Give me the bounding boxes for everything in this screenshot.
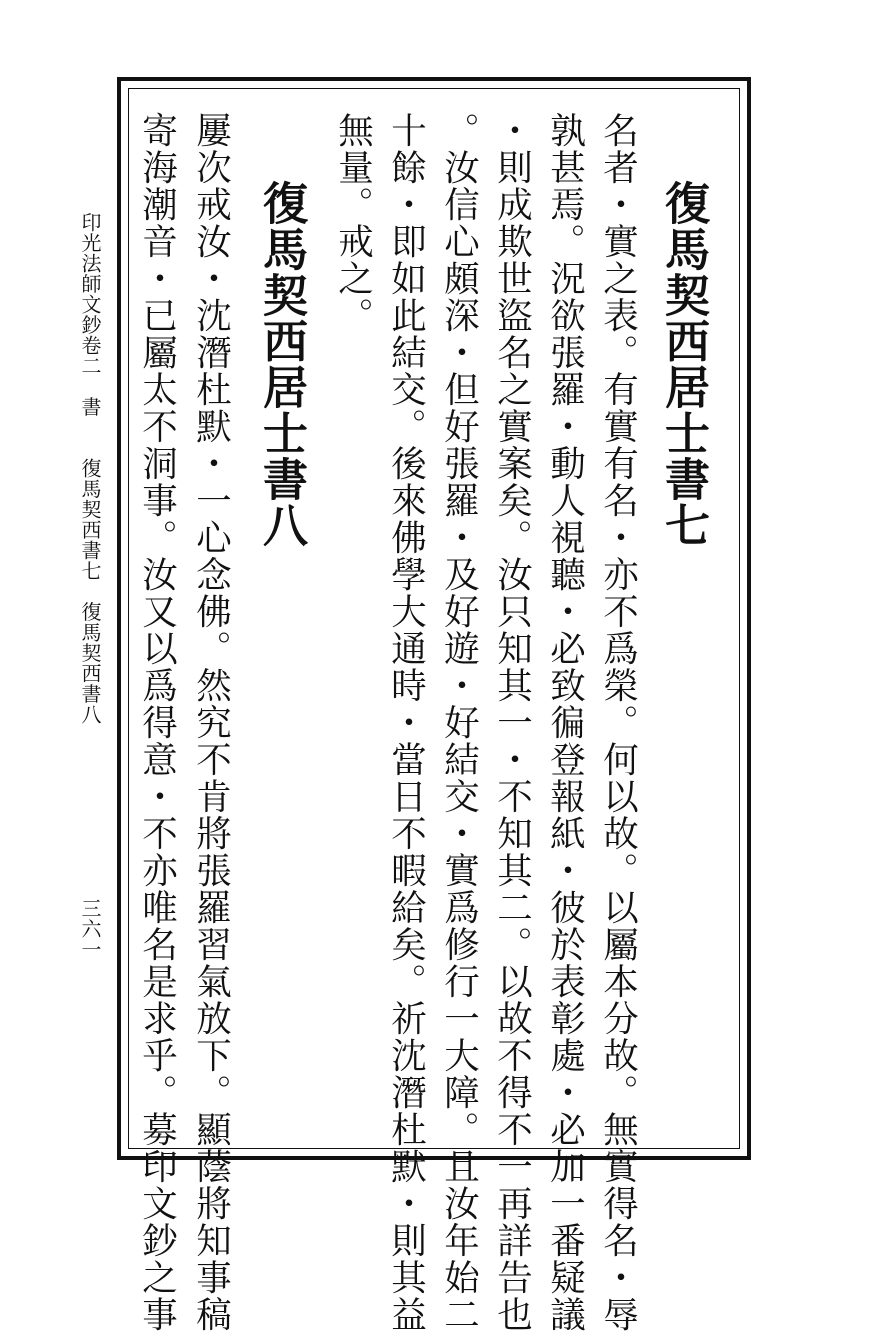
letter7-line-3: ・則成欺世盜名之實案矣。汝只知其一・不知其二。以故不得不一再詳告也 <box>491 112 533 1333</box>
letter8-line-2: 寄海潮音・已屬太不洞事。汝又以爲得意・不亦唯名是求乎。募印文鈔之事 <box>136 112 178 1333</box>
letter7-line-1: 名者・實之表。有實有名・亦不爲榮。何以故。以屬本分故。無實得名・辱 <box>597 112 639 1333</box>
letter7-line-5: 十餘・即如此結交。後來佛學大通時・當日不暇給矣。祈沈潛杜默・則其益 <box>385 112 427 1333</box>
letter7-line-2: 孰甚焉。況欲張羅・動人視聽・必致徧登報紙・彼於表彰處・必加一番疑議 <box>544 112 586 1333</box>
letter7-line-6: 無量。戒之。 <box>332 112 374 334</box>
letter8-line-1: 屢次戒汝・沈潛杜默・一心念佛。然究不肯將張羅習氣放下。顯蔭將知事稿 <box>190 112 232 1333</box>
page-number: 三六一 <box>78 898 102 960</box>
letter7-title: 復馬契西居士書七 <box>657 180 710 548</box>
letter8-title: 復馬契西居士書八 <box>255 180 308 548</box>
running-head: 印光法師文鈔卷二 書 復馬契西書七 復馬契西書八 <box>78 212 102 725</box>
letter7-line-4: 。汝信心頗深・但好張羅・及好遊・好結交・實爲修行一大障。且汝年始二 <box>438 112 480 1333</box>
